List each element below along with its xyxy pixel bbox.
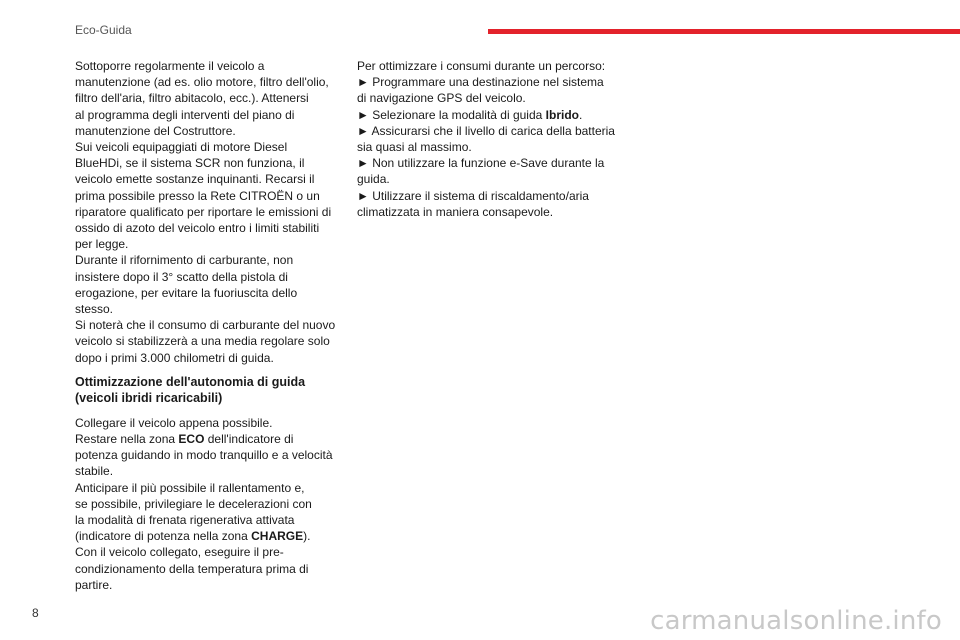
text-line: la modalità di frenata rigenerativa attivata <box>75 513 295 528</box>
hybrid-tips-paragraph <box>75 415 345 593</box>
heading-line: Ottimizzazione dell'autonomia di guida <box>75 374 306 389</box>
text-line: Anticipare il più possibile il rallentamento e, <box>75 480 305 495</box>
text-line: manutenzione del Costruttore. <box>75 123 236 138</box>
site-watermark: carmanualsonline.info <box>650 606 942 636</box>
text-line: stabile. <box>75 464 114 479</box>
text-line: Si noterà che il consumo di carburante del nuovo <box>75 318 336 333</box>
text-line: Sui veicoli equipaggiati di motore Diesel <box>75 140 288 155</box>
text-line: veicolo emette sostanze inquinanti. Recarsi il <box>75 172 315 187</box>
text-line: insistere dopo il 3° scatto della pistola di <box>75 269 288 284</box>
list-item-continuation: di navigazione GPS del veicolo. <box>357 91 526 106</box>
text-line: Collegare il veicolo appena possibile. <box>75 415 273 430</box>
trip-tips-list <box>357 58 627 220</box>
list-item-continuation: sia quasi al massimo. <box>357 140 472 155</box>
text-line: Con il veicolo collegato, eseguire il pre- <box>75 545 284 560</box>
text-line: manutenzione (ad es. olio motore, filtro dell'olio, <box>75 75 329 90</box>
text-line <box>75 528 345 544</box>
ibrido-term: Ibrido <box>545 107 579 122</box>
header-accent-bar <box>488 29 960 34</box>
text-line: potenza guidando in modo tranquillo e a velocità <box>75 448 333 463</box>
text-segment: Restare nella zona <box>75 432 179 447</box>
text-segment: . <box>578 107 583 122</box>
text-segment: dell'indicatore di <box>204 432 294 447</box>
list-item: ► Assicurarsi che il livello di carica della batteria <box>357 123 615 138</box>
text-line: Durante il rifornimento di carburante, non <box>75 253 294 268</box>
text-segment: (indicatore di potenza nella zona <box>75 529 252 544</box>
page-header-title: Eco-Guida <box>75 23 132 37</box>
charge-term: CHARGE <box>251 529 304 544</box>
maintenance-paragraph <box>75 58 345 366</box>
right-column <box>357 58 627 220</box>
list-item-continuation: guida. <box>357 172 390 187</box>
text-line: Sottoporre regolarmente il veicolo a <box>75 59 265 73</box>
list-intro: Per ottimizzare i consumi durante un percorso: <box>357 59 606 73</box>
text-line: dopo i primi 3.000 chilometri di guida. <box>75 350 274 365</box>
list-item: ► Programmare una destinazione nel sistema <box>357 75 604 90</box>
left-column <box>75 58 345 593</box>
text-line: ossido di azoto del veicolo entro i limiti stabiliti <box>75 221 320 236</box>
heading-line: (veicoli ibridi ricaricabili) <box>75 391 223 406</box>
text-line: stesso. <box>75 302 114 317</box>
text-line: partire. <box>75 577 113 592</box>
list-item-continuation: climatizzata in maniera consapevole. <box>357 204 554 219</box>
text-segment: ). <box>303 529 311 544</box>
text-line: BlueHDi, se il sistema SCR non funziona, il <box>75 156 305 171</box>
list-item: ► Utilizzare il sistema di riscaldamento/aria <box>357 188 589 203</box>
text-line: condizionamento della temperatura prima di <box>75 561 309 576</box>
section-heading <box>75 374 345 407</box>
page-number: 8 <box>32 606 39 620</box>
list-item <box>357 107 627 123</box>
text-line: al programma degli interventi del piano di <box>75 107 295 122</box>
text-line: veicolo si stabilizzerà a una media regolare solo <box>75 334 330 349</box>
text-line: prima possibile presso la Rete CITROËN o un <box>75 188 320 203</box>
text-line: se possibile, privilegiare le decelerazioni con <box>75 496 312 511</box>
text-line <box>75 431 345 447</box>
text-line: filtro dell'aria, filtro abitacolo, ecc.). Attenersi <box>75 91 309 106</box>
text-line: erogazione, per evitare la fuoriuscita dello <box>75 285 298 300</box>
text-line: riparatore qualificato per riportare le emissioni di <box>75 204 332 219</box>
eco-term: ECO <box>178 432 205 447</box>
list-item: ► Non utilizzare la funzione e-Save durante la <box>357 156 605 171</box>
text-segment: ► Selezionare la modalità di guida <box>357 107 546 122</box>
text-line: per legge. <box>75 237 129 252</box>
